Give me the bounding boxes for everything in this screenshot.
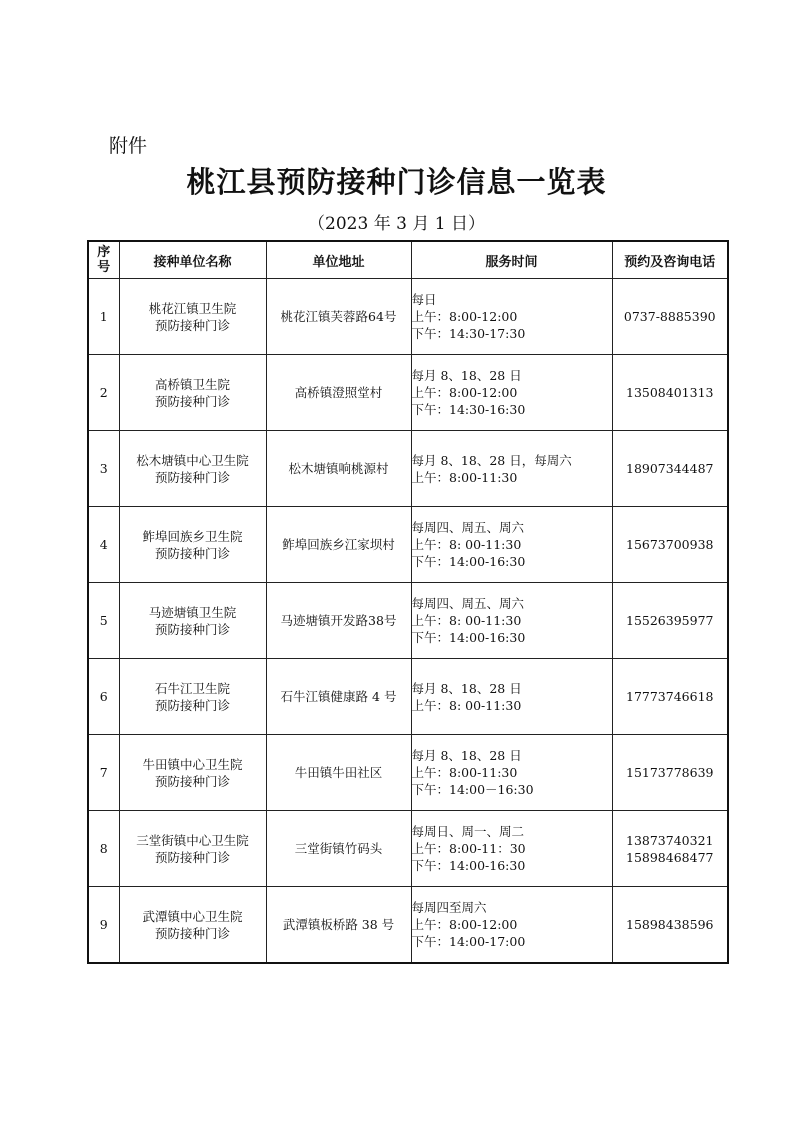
hours-cell bbox=[411, 279, 612, 355]
phone-number: 15173778639 bbox=[626, 765, 714, 780]
unit-name-line: 武潭镇中心卫生院 bbox=[142, 908, 243, 924]
row-index: 1 bbox=[88, 279, 119, 355]
unit-name-line: 预防接种门诊 bbox=[154, 621, 230, 637]
hours-line: 上午：8: 00-11:30 bbox=[411, 697, 522, 713]
unit-name-cell bbox=[119, 431, 266, 507]
header-index: 序 号 bbox=[88, 241, 119, 279]
header-phone: 预约及咨询电话 bbox=[612, 241, 728, 279]
hours-line: 下午：14:00-17:00 bbox=[411, 934, 526, 949]
unit-name-line: 预防接种门诊 bbox=[154, 925, 230, 941]
unit-name-line: 预防接种门诊 bbox=[154, 545, 230, 561]
hours-cell bbox=[411, 735, 612, 811]
table-row bbox=[88, 735, 728, 811]
header-unit-name: 接种单位名称 bbox=[119, 241, 266, 279]
unit-name-cell bbox=[119, 355, 266, 431]
clinic-table bbox=[87, 240, 729, 964]
unit-name-cell bbox=[119, 659, 266, 735]
unit-name-line: 马迹塘镇卫生院 bbox=[148, 604, 237, 620]
unit-name-cell bbox=[119, 887, 266, 964]
hours-cell bbox=[411, 507, 612, 583]
hours-cell bbox=[411, 659, 612, 735]
unit-name-line: 预防接种门诊 bbox=[154, 393, 230, 409]
hours-line: 每月 8、18、28 日 bbox=[411, 368, 522, 383]
unit-name-line: 石牛江卫生院 bbox=[154, 680, 230, 696]
attachment-label: 附件 bbox=[109, 135, 148, 157]
table-row bbox=[88, 279, 728, 355]
hours-line: 每周四、周五、周六 bbox=[411, 520, 525, 535]
phone-number: 15898438596 bbox=[626, 917, 714, 932]
address-cell: 三堂街镇竹码头 bbox=[266, 811, 411, 887]
unit-name-line: 三堂街镇中心卫生院 bbox=[136, 832, 249, 848]
unit-name-line: 牛田镇中心卫生院 bbox=[142, 756, 243, 772]
unit-name-cell bbox=[119, 811, 266, 887]
unit-name-cell bbox=[119, 507, 266, 583]
hours-line: 上午：8:00-11:30 bbox=[411, 765, 518, 780]
hours-line: 每周四、周五、周六 bbox=[411, 596, 525, 611]
address-cell: 鲊埠回族乡江家坝村 bbox=[266, 507, 411, 583]
table-row bbox=[88, 431, 728, 507]
address-cell: 石牛江镇健康路 4 号 bbox=[266, 659, 411, 735]
row-index: 4 bbox=[88, 507, 119, 583]
address-cell: 高桥镇澄照堂村 bbox=[266, 355, 411, 431]
unit-name-line: 鲊埠回族乡卫生院 bbox=[142, 528, 243, 544]
phone-number: 0737-8885390 bbox=[623, 309, 716, 324]
unit-name-line: 预防接种门诊 bbox=[154, 773, 230, 789]
hours-line: 下午：14:00－16:30 bbox=[411, 782, 534, 797]
phone-number: 13873740321 bbox=[626, 832, 714, 848]
table-row bbox=[88, 811, 728, 887]
hours-line: 上午：8:00-11：30 bbox=[411, 841, 526, 856]
phone-cell bbox=[612, 431, 728, 507]
table-row bbox=[88, 583, 728, 659]
hours-line: 上午：8:00-11:30 bbox=[411, 469, 518, 485]
unit-name-line: 桃花江镇卫生院 bbox=[148, 300, 237, 316]
row-index: 6 bbox=[88, 659, 119, 735]
unit-name-line: 预防接种门诊 bbox=[154, 317, 230, 333]
hours-line: 每周四至周六 bbox=[411, 900, 487, 915]
hours-cell bbox=[411, 583, 612, 659]
hours-line: 上午：8:00-12:00 bbox=[411, 385, 518, 400]
phone-cell bbox=[612, 507, 728, 583]
phone-number: 17773746618 bbox=[626, 689, 714, 704]
unit-name-cell bbox=[119, 735, 266, 811]
unit-name-line: 高桥镇卫生院 bbox=[154, 376, 230, 392]
hours-line: 每月 8、18、28 日 bbox=[411, 680, 522, 696]
unit-name-cell bbox=[119, 583, 266, 659]
phone-number: 15898468477 bbox=[626, 849, 714, 865]
hours-line: 下午：14:00-16:30 bbox=[411, 858, 526, 873]
unit-name-line: 预防接种门诊 bbox=[154, 469, 230, 485]
hours-line: 上午：8:00-12:00 bbox=[411, 309, 518, 324]
hours-cell bbox=[411, 811, 612, 887]
hours-cell bbox=[411, 355, 612, 431]
hours-line: 每月 8、18、28 日 bbox=[411, 748, 522, 763]
header-address: 单位地址 bbox=[266, 241, 411, 279]
unit-name-line: 预防接种门诊 bbox=[154, 849, 230, 865]
table-header-row bbox=[88, 241, 728, 279]
table-row bbox=[88, 355, 728, 431]
row-index: 5 bbox=[88, 583, 119, 659]
address-cell: 桃花江镇芙蓉路64号 bbox=[266, 279, 411, 355]
phone-cell bbox=[612, 735, 728, 811]
table-row bbox=[88, 659, 728, 735]
unit-name-line: 松木塘镇中心卫生院 bbox=[136, 452, 249, 468]
unit-name-line: 预防接种门诊 bbox=[154, 697, 230, 713]
hours-line: 下午：14:30-16:30 bbox=[411, 402, 526, 417]
phone-cell bbox=[612, 279, 728, 355]
hours-line: 每月 8、18、28 日，每周六 bbox=[411, 452, 572, 468]
address-cell: 牛田镇牛田社区 bbox=[266, 735, 411, 811]
row-index: 7 bbox=[88, 735, 119, 811]
hours-line: 上午：8: 00-11:30 bbox=[411, 537, 522, 552]
address-cell: 马迹塘镇开发路38号 bbox=[266, 583, 411, 659]
hours-cell bbox=[411, 887, 612, 964]
hours-line: 上午：8:00-12:00 bbox=[411, 917, 518, 932]
address-cell: 松木塘镇响桃源村 bbox=[266, 431, 411, 507]
phone-cell bbox=[612, 887, 728, 964]
hours-cell bbox=[411, 431, 612, 507]
hours-line: 上午：8: 00-11:30 bbox=[411, 613, 522, 628]
table-body bbox=[88, 279, 728, 964]
document-date: （2023 年 3 月 1 日） bbox=[308, 214, 485, 234]
address-cell: 武潭镇板桥路 38 号 bbox=[266, 887, 411, 964]
phone-cell bbox=[612, 659, 728, 735]
phone-cell bbox=[612, 355, 728, 431]
row-index: 9 bbox=[88, 887, 119, 964]
hours-line: 下午：14:00-16:30 bbox=[411, 554, 526, 569]
hours-line: 每日 bbox=[411, 292, 437, 307]
table-row bbox=[88, 507, 728, 583]
unit-name-cell bbox=[119, 279, 266, 355]
hours-line: 下午：14:30-17:30 bbox=[411, 326, 526, 341]
phone-number: 15673700938 bbox=[626, 537, 714, 552]
row-index: 8 bbox=[88, 811, 119, 887]
row-index: 3 bbox=[88, 431, 119, 507]
header-hours: 服务时间 bbox=[411, 241, 612, 279]
hours-line: 每周日、周一、周二 bbox=[411, 824, 525, 839]
hours-line: 下午：14:00-16:30 bbox=[411, 630, 526, 645]
table-row bbox=[88, 887, 728, 964]
phone-cell bbox=[612, 583, 728, 659]
phone-cell bbox=[612, 811, 728, 887]
document-title: 桃江县预防接种门诊信息一览表 bbox=[186, 165, 607, 199]
phone-number: 18907344487 bbox=[626, 461, 714, 476]
phone-number: 15526395977 bbox=[626, 613, 714, 628]
phone-number: 13508401313 bbox=[626, 385, 714, 400]
row-index: 2 bbox=[88, 355, 119, 431]
